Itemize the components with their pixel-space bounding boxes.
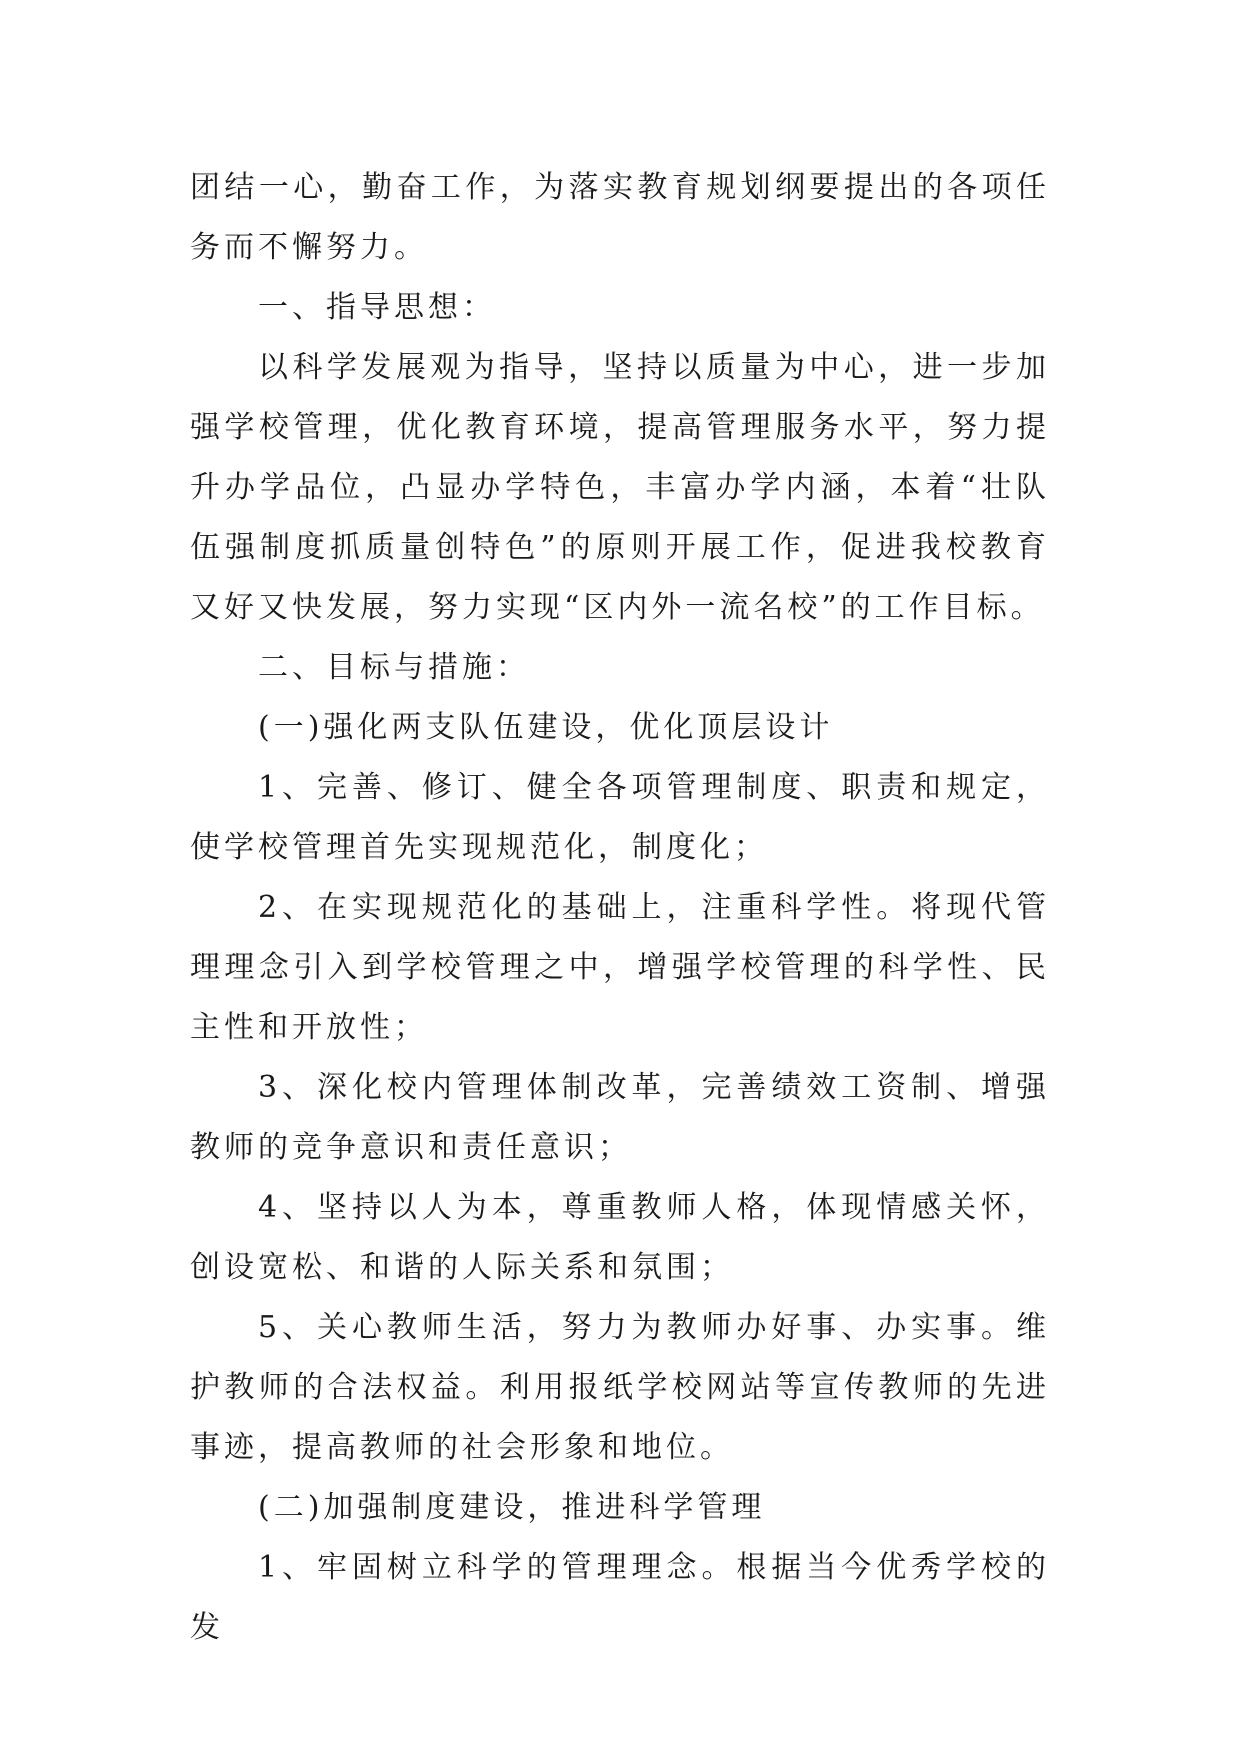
subheading-system-building: (二)加强制度建设，推进科学管理	[258, 1490, 766, 1525]
list-item-2: 2、在实现规范化的基础上，注重科学性。将现代管理理念引入到学校管理之中，增强学校管理的科学性、民主性和开放性；	[190, 890, 1050, 1045]
list-item-5: 5、关心教师生活，努力为教师办好事、办实事。维护教师的合法权益。利用报纸学校网站等宣传教师的先进事迹，提高教师的社会形象和地位。	[190, 1310, 1050, 1465]
list-item-3: 3、深化校内管理体制改革，完善绩效工资制、增强教师的竞争意识和责任意识；	[190, 1070, 1050, 1165]
heading-goals-measures: 二、目标与措施：	[258, 650, 530, 685]
subheading-team-building: (一)强化两支队伍建设，优化顶层设计	[258, 710, 834, 745]
document-body	[190, 158, 1050, 1658]
list-item-1: 1、完善、修订、健全各项管理制度、职责和规定，使学校管理首先实现规范化，制度化；	[190, 770, 1050, 865]
heading-guiding-ideology: 一、指导思想：	[258, 290, 496, 325]
paragraph-intro-continuation: 团结一心，勤奋工作，为落实教育规划纲要提出的各项任务而不懈努力。	[190, 170, 1050, 265]
list-item-4: 4、坚持以人为本，尊重教师人格，体现情感关怀，创设宽松、和谐的人际关系和氛围；	[190, 1190, 1050, 1285]
list-item-6: 1、牢固树立科学的管理理念。根据当今优秀学校的发	[190, 1550, 1050, 1645]
paragraph-guiding-ideology: 以科学发展观为指导，坚持以质量为中心，进一步加强学校管理，优化教育环境，提高管理服务水平，努力提升办学品位，凸显办学特色，丰富办学内涵，本着“壮队伍强制度抓质量创特色”的原则开展工作，促进我校教育又好又快发展，努力实现“区内外一流名校”的工作目标。	[190, 350, 1050, 625]
